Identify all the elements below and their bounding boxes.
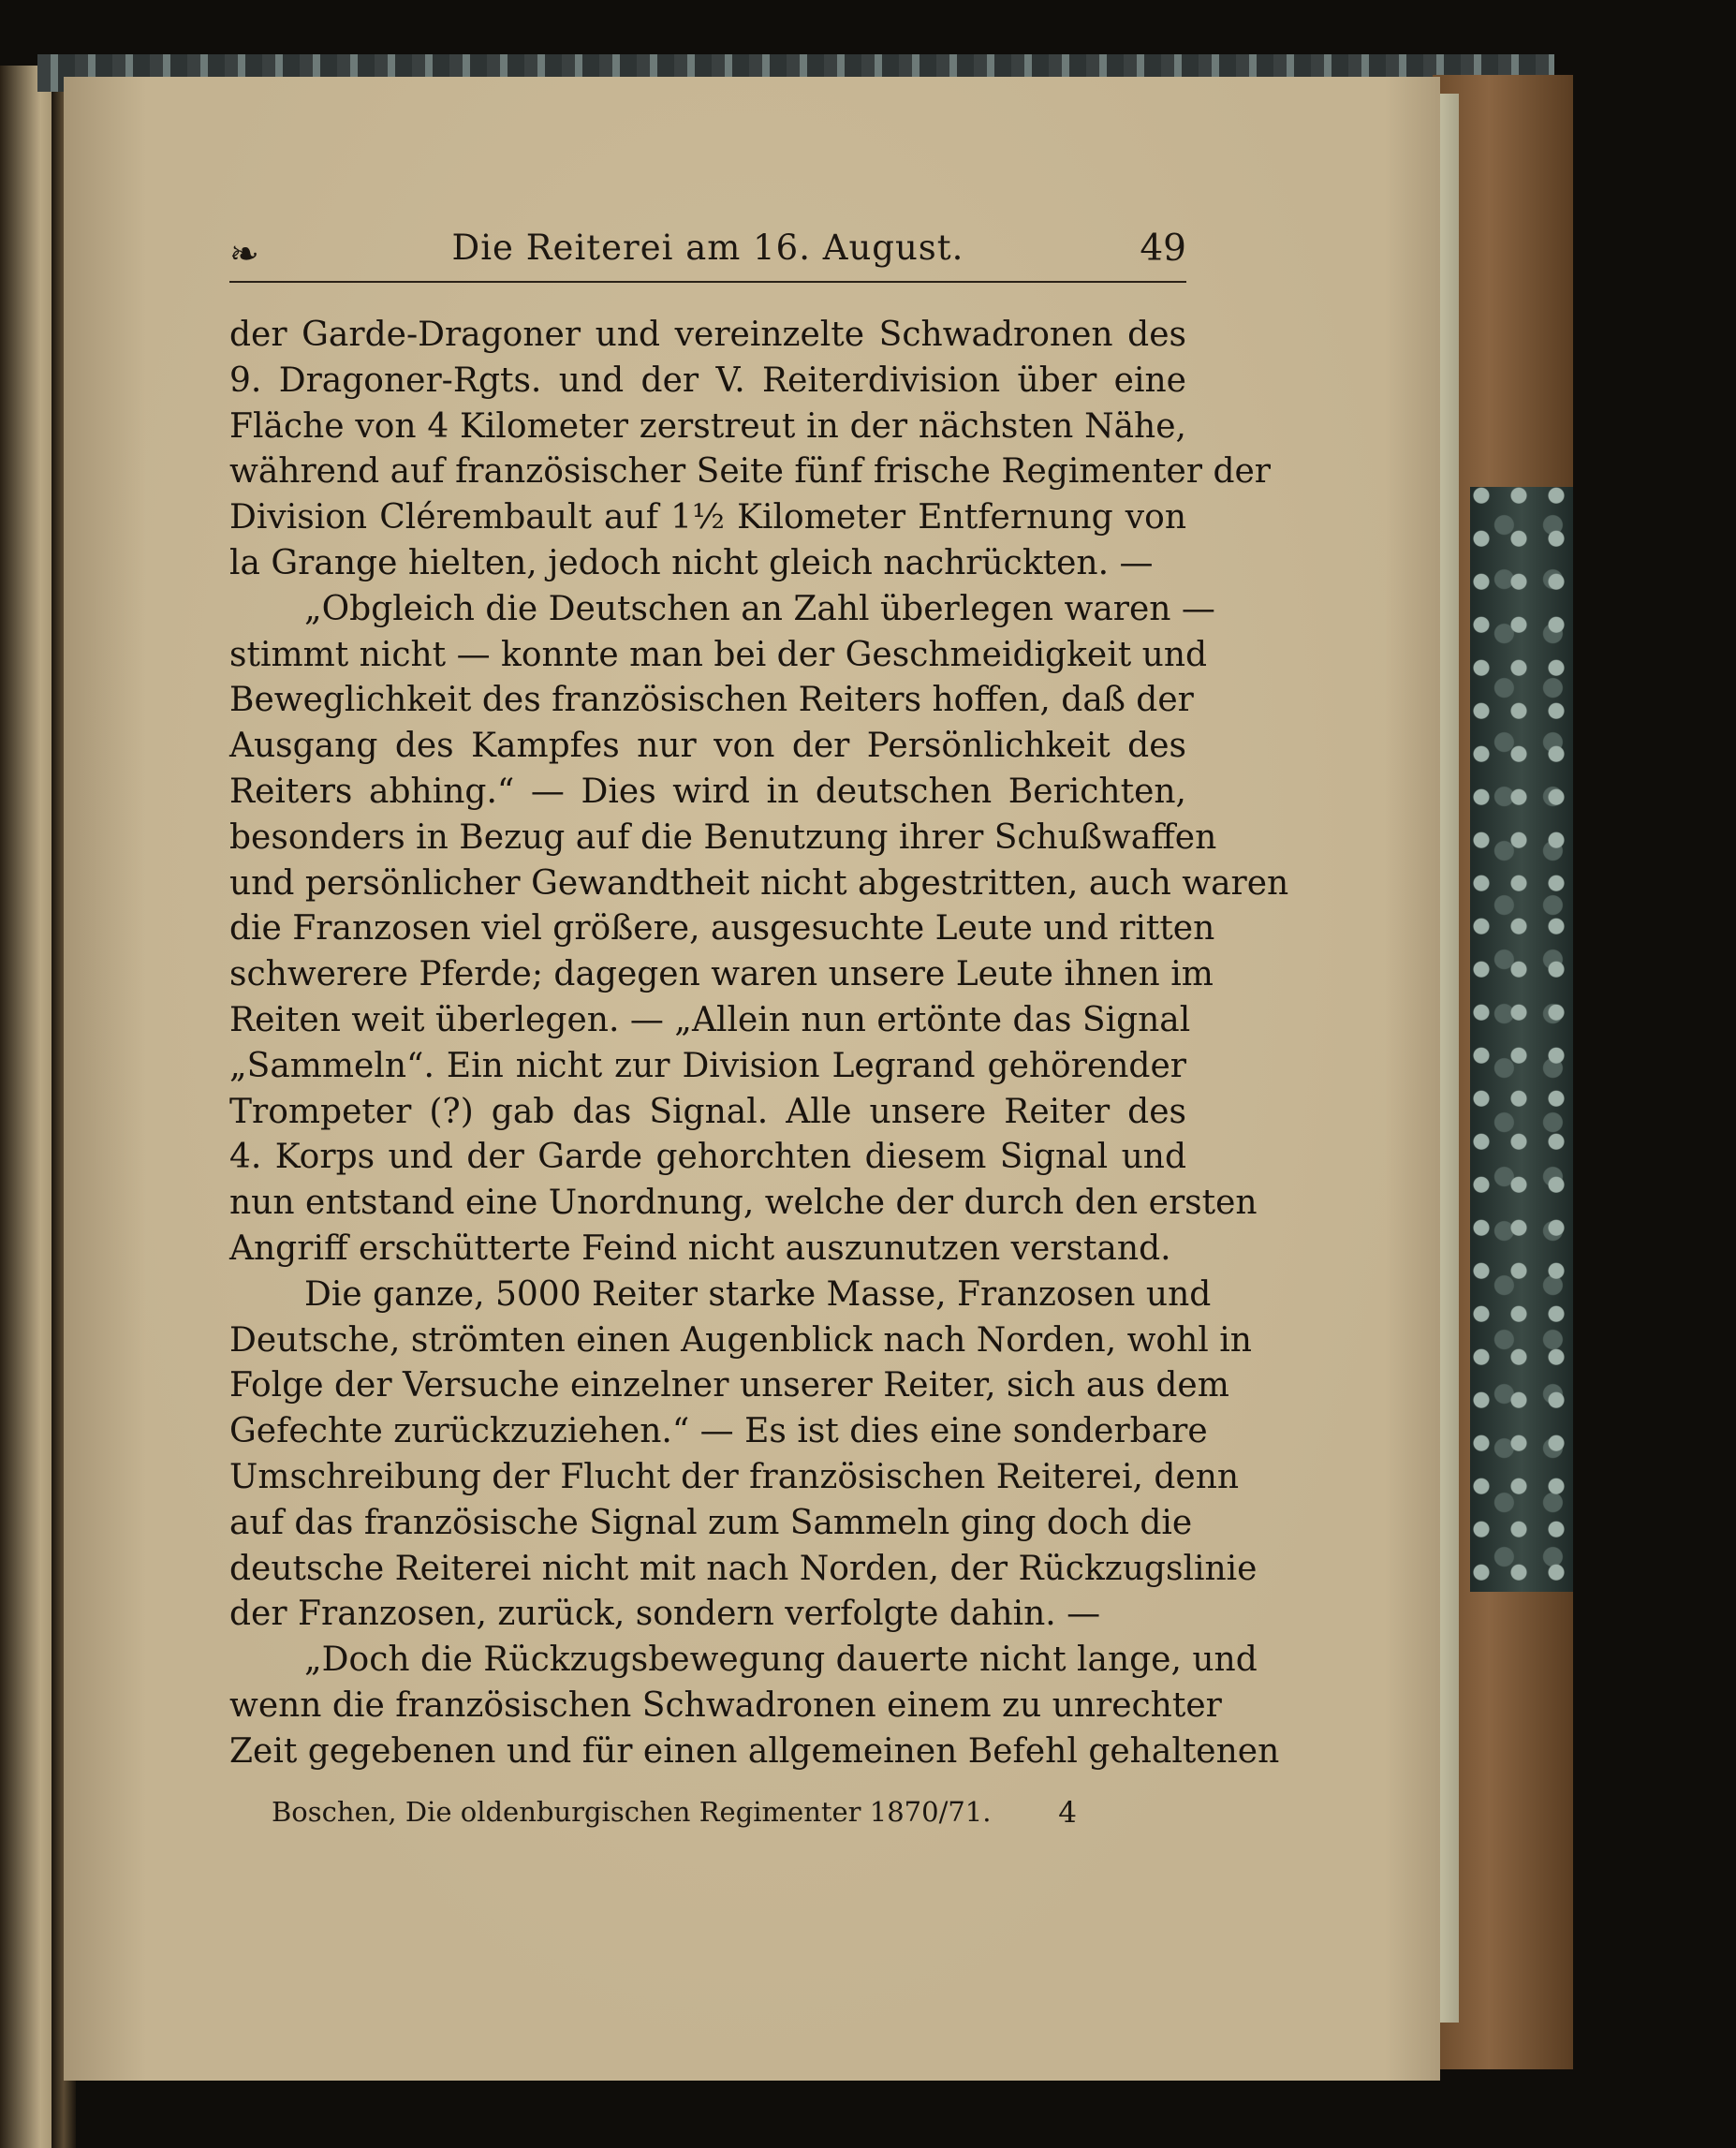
text-line: die Franzosen viel größere, ausgesuchte Leute und ritten [229,909,1215,949]
text-line: „Sammeln“. Ein nicht zur Division Legrand gehörender [229,1046,1186,1085]
text-line: Die ganze, 5000 Reiter starke Masse, Franzosen und [304,1274,1212,1314]
text-line: der Garde-Dragoner und vereinzelte Schwadronen des [229,316,1186,354]
running-title: Die Reiterei am 16. August. [451,228,964,268]
text-line: Umschreibung der Flucht der französischen Reiterei, denn [229,1457,1240,1496]
text-line: deutsche Reiterei nicht mit nach Norden, der Rückzugslinie [229,1549,1258,1588]
text-line: Reiten weit überlegen. — „Allein nun ertönte das Signal [229,1000,1191,1039]
text-line: Beweglichkeit des französischen Reiters hoffen, daß der [229,681,1194,720]
signature-text: Boschen, Die oldenburgischen Regimenter 1870/71. [272,1796,992,1828]
text-line: Deutsche, strömten einen Augenblick nach Norden, wohl in [229,1320,1252,1360]
signature-number: 4 [1058,1796,1077,1830]
text-line: und persönlicher Gewandtheit nicht abgestritten, auch waren [229,863,1289,903]
footer-signature [272,1796,1077,1833]
text-line: wenn die französischen Schwadronen einem zu unrechter [229,1685,1222,1725]
header-rule [229,281,1186,283]
text-line: „Obgleich die Deutschen an Zahl überlegen waren — [304,589,1215,628]
text-line: Folge der Versuche einzelner unserer Reiter, sich aus dem [229,1366,1229,1405]
text-line: Angriff erschütterte Feind nicht auszunutzen verstand. [229,1228,1171,1268]
running-header [229,228,1186,276]
text-line: Reiters abhing.“ — Dies wird in deutschen Berichten, [229,772,1186,811]
text-line: Division Clérembault auf 1½ Kilometer Entfernung von [229,498,1186,537]
text-line: Ausgang des Kampfes nur von der Persönlichkeit des [229,727,1186,766]
text-line: besonders in Bezug auf die Benutzung ihrer Schußwaffen [229,817,1217,857]
text-line: nun entstand eine Unordnung, welche der durch den ersten [229,1184,1258,1223]
page-number: 49 [1140,228,1186,270]
marbled-cover [1470,487,1573,1592]
text-line: „Doch die Rückzugsbewegung dauerte nicht lange, und [304,1640,1258,1680]
text-line: schwerere Pferde; dagegen waren unsere Leute ihnen im [229,955,1214,994]
text-line: auf das französische Signal zum Sammeln ging doch die [229,1503,1193,1542]
text-line: la Grange hielten, jedoch nicht gleich nachrückten. — [229,543,1154,582]
header-ornament-icon: ❧ [229,233,259,274]
body-text [229,313,1289,1775]
text-line: während auf französischer Seite fünf frische Regimenter der [229,452,1272,492]
text-line: 9. Dragoner-Rgts. und der V. Reiterdivision über eine [229,360,1186,400]
text-line: stimmt nicht — konnte man bei der Geschmeidigkeit und [229,635,1208,674]
text-line: der Franzosen, zurück, sondern verfolgte dahin. — [229,1595,1101,1634]
text-line: Trompeter (?) gab das Signal. Alle unsere Reiter des [229,1092,1186,1131]
text-line: Zeit gegebenen und für einen allgemeinen Befehl gehaltenen [229,1731,1280,1771]
text-line: Gefechte zurückzuziehen.“ — Es ist dies eine sonderbare [229,1412,1208,1451]
text-line: Fläche von 4 Kilometer zerstreut in der nächsten Nähe, [229,406,1186,446]
text-line: 4. Korps und der Garde gehorchten diesem Signal und [229,1138,1186,1177]
